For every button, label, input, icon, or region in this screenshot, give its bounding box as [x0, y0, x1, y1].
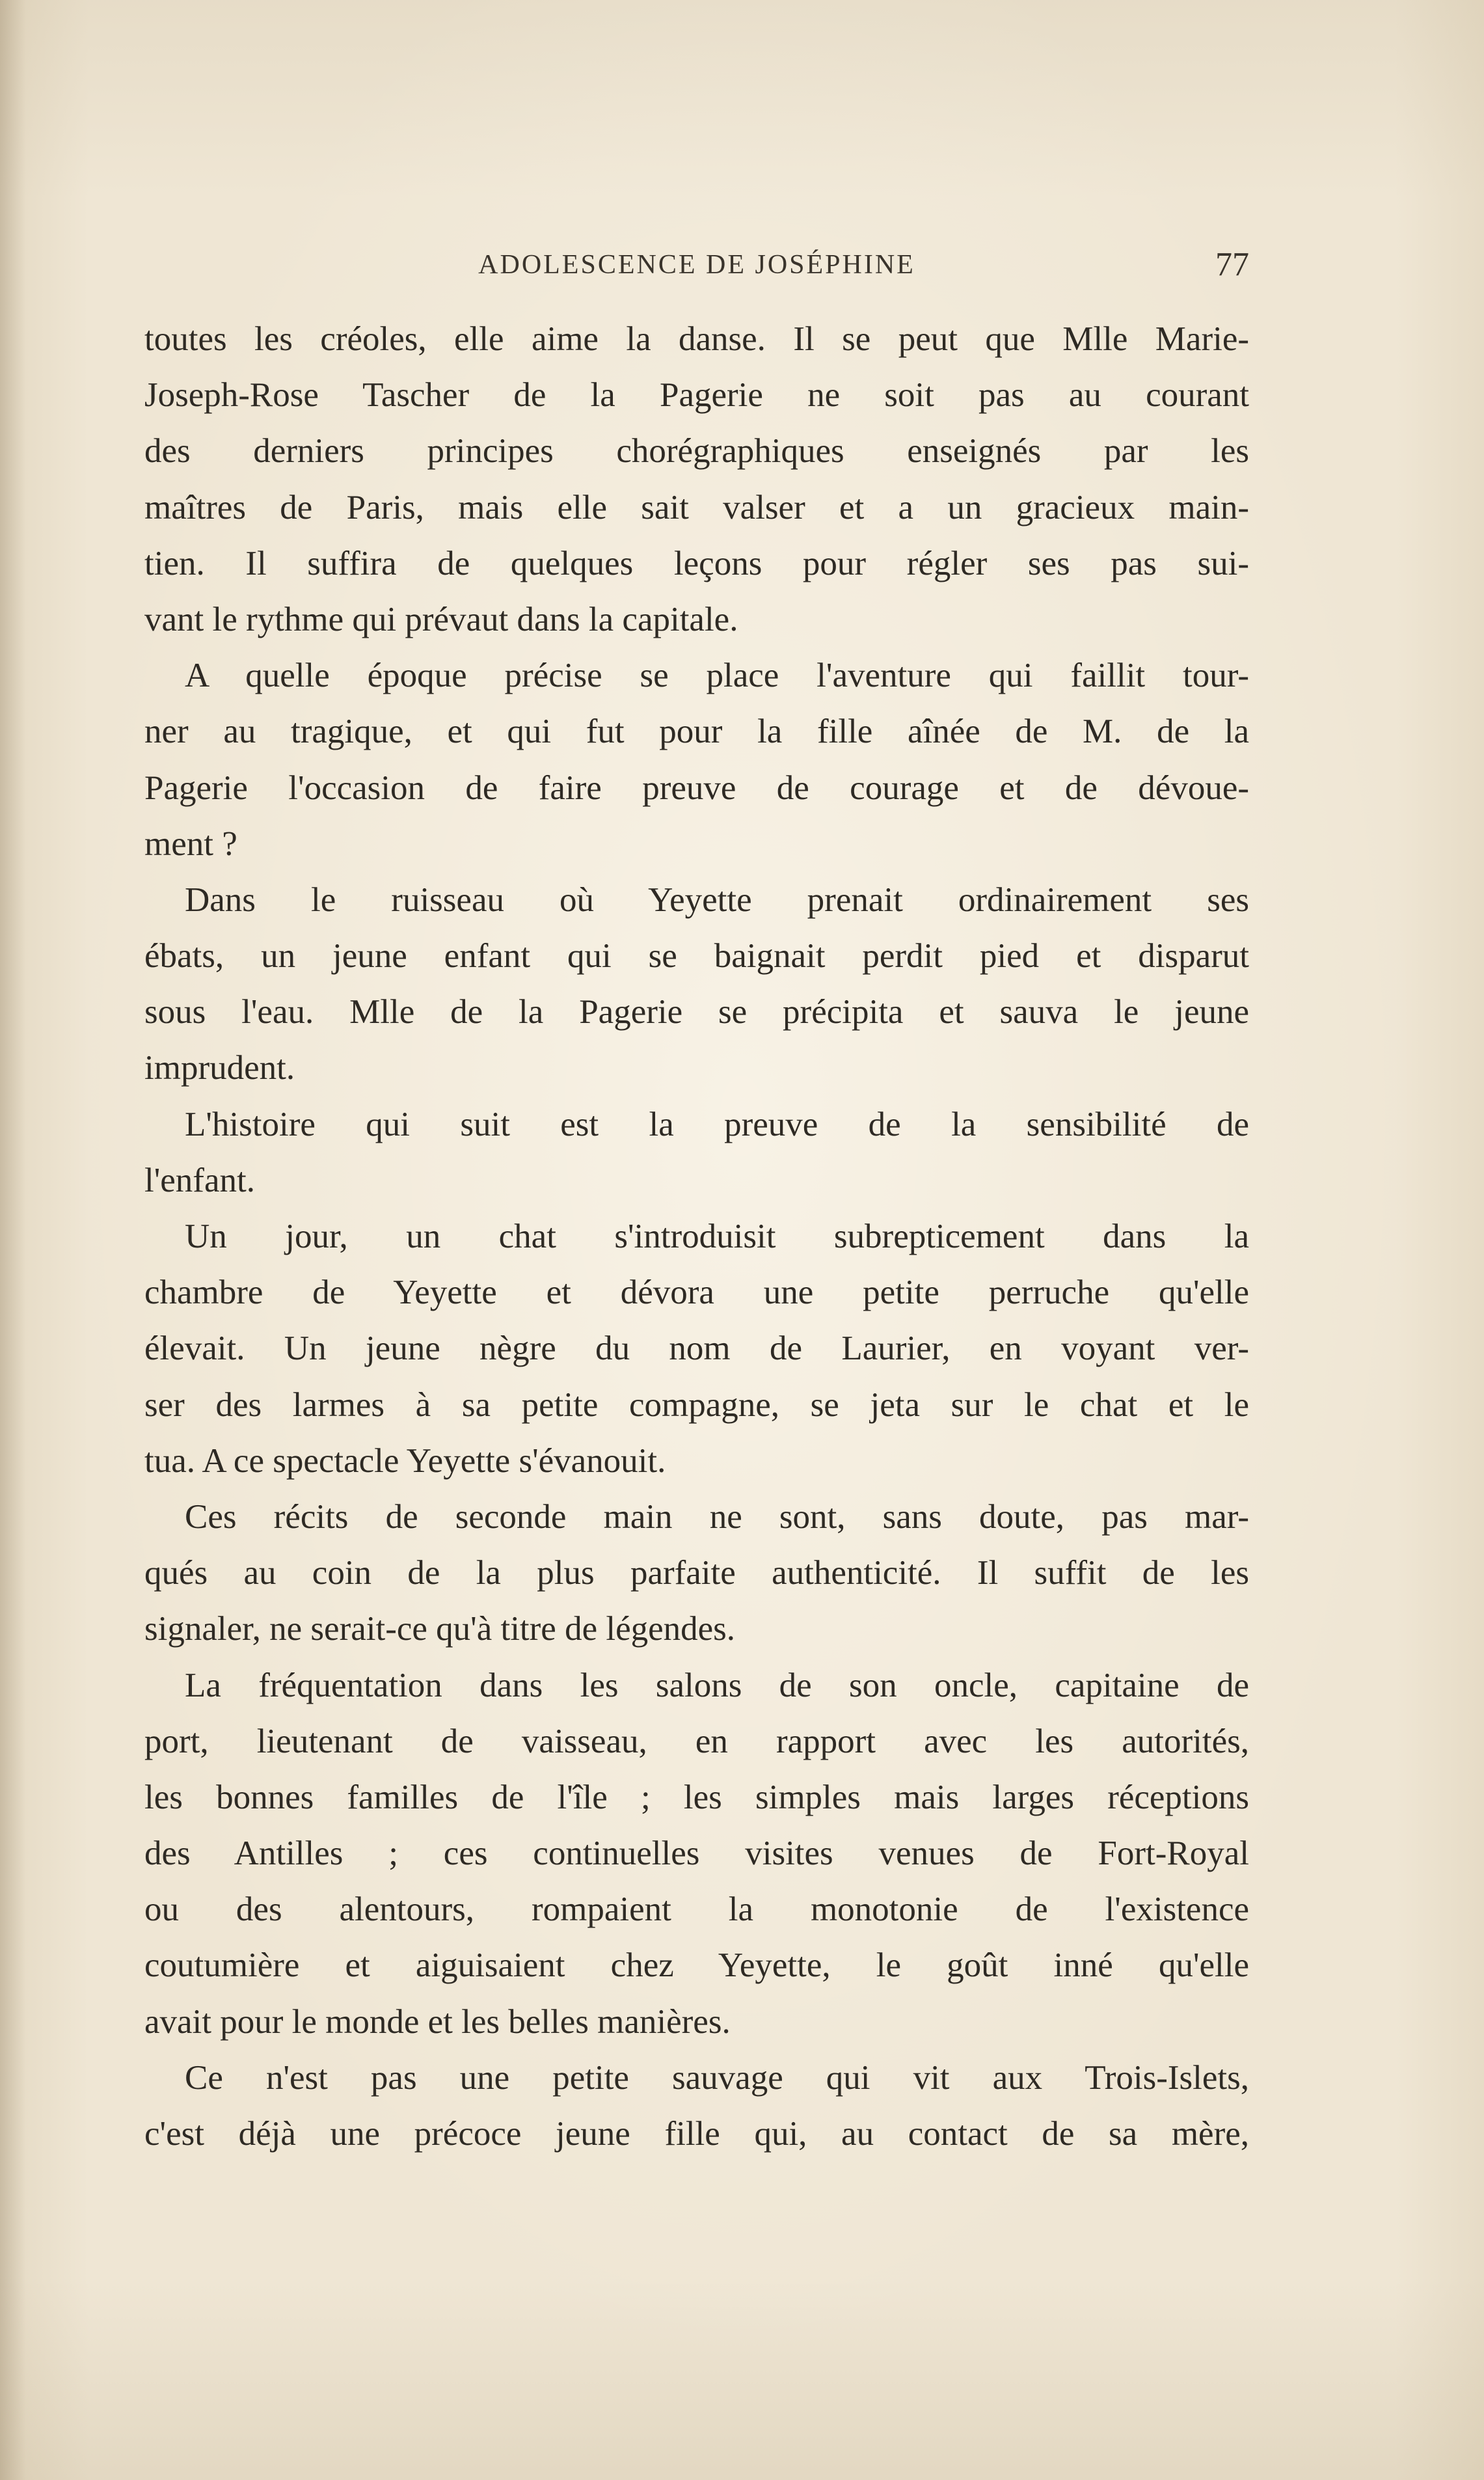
- paragraph-1: [144, 311, 1249, 647]
- text-line: port, lieutenant de vaisseau, en rapport avec les autorités,: [144, 1722, 1249, 1760]
- text-line: Ces récits de seconde main ne sont, sans doute, pas mar-: [185, 1497, 1249, 1536]
- text-line: maîtres de Paris, mais elle sait valser et a un gracieux main-: [144, 488, 1249, 526]
- text-line: Joseph-Rose Tascher de la Pagerie ne soit pas au courant: [144, 376, 1249, 415]
- paragraph-8: [144, 2050, 1249, 2162]
- paragraph-5: [144, 1208, 1249, 1489]
- text-line: c'est déjà une précoce jeune fille qui, au contact de sa mère,: [144, 2115, 1249, 2153]
- running-head: [144, 242, 1249, 288]
- text-line: signaler, ne serait-ce qu'à titre de légendes.: [144, 1610, 736, 1648]
- text-line: imprudent.: [144, 1049, 295, 1087]
- text-line: les bonnes familles de l'île ; les simples mais larges réceptions: [144, 1778, 1249, 1816]
- body-text: [144, 311, 1249, 2162]
- paragraph-7: [144, 1657, 1249, 2050]
- running-title: ADOLESCENCE DE JOSÉPHINE: [478, 250, 915, 280]
- text-line: des derniers principes chorégraphiques enseignés par les: [144, 432, 1249, 470]
- text-line: chambre de Yeyette et dévora une petite perruche qu'elle: [144, 1274, 1249, 1312]
- text-line: Dans le ruisseau où Yeyette prenait ordinairement ses: [185, 880, 1249, 919]
- text-line: ou des alentours, rompaient la monotonie de l'existence: [144, 1890, 1249, 1929]
- text-line: tua. A ce spectacle Yeyette s'évanouit.: [144, 1441, 666, 1480]
- text-line: ébats, un jeune enfant qui se baignait perdit pied et disparut: [144, 937, 1249, 975]
- text-line: La fréquentation dans les salons de son oncle, capitaine de: [185, 1666, 1249, 1704]
- text-line: élevait. Un jeune nègre du nom de Laurier, en voyant ver-: [144, 1329, 1249, 1368]
- text-line: ner au tragique, et qui fut pour la fille aînée de M. de la: [144, 713, 1249, 751]
- text-line: toutes les créoles, elle aime la danse. Il se peut que Mlle Marie-: [144, 320, 1249, 358]
- paragraph-6: [144, 1489, 1249, 1657]
- text-line: des Antilles ; ces continuelles visites venues de Fort-Royal: [144, 1834, 1249, 1873]
- text-line: ser des larmes à sa petite compagne, se jeta sur le chat et le: [144, 1385, 1249, 1424]
- text-line: A quelle époque précise se place l'aventure qui faillit tour-: [185, 657, 1249, 695]
- text-line: qués au coin de la plus parfaite authenticité. Il suffit de les: [144, 1554, 1249, 1592]
- page-number: 77: [1215, 246, 1249, 283]
- text-line: ment ?: [144, 824, 237, 863]
- text-line: L'histoire qui suit est la preuve de la sensibilité de: [185, 1105, 1249, 1143]
- text-line: l'enfant.: [144, 1161, 255, 1199]
- text-line: Pagerie l'occasion de faire preuve de courage et de dévoue-: [144, 769, 1249, 807]
- text-line: Un jour, un chat s'introduisit subrepticement dans la: [185, 1218, 1249, 1255]
- text-line: vant le rythme qui prévaut dans la capitale.: [144, 600, 738, 638]
- text-line: Ce n'est pas une petite sauvage qui vit aux Trois-Islets,: [185, 2058, 1249, 2097]
- text-line: tien. Il suffira de quelques leçons pour régler ses pas sui-: [144, 544, 1249, 582]
- paragraph-2: [144, 647, 1249, 872]
- spine-shadow: [0, 0, 26, 2480]
- text-line: sous l'eau. Mlle de la Pagerie se précipita et sauva le jeune: [144, 993, 1249, 1031]
- paragraph-3: [144, 872, 1249, 1097]
- text-line: avait pour le monde et les belles manières.: [144, 2002, 731, 2041]
- paragraph-4: [144, 1097, 1249, 1208]
- text-line: coutumière et aiguisaient chez Yeyette, le goût inné qu'elle: [144, 1946, 1249, 1985]
